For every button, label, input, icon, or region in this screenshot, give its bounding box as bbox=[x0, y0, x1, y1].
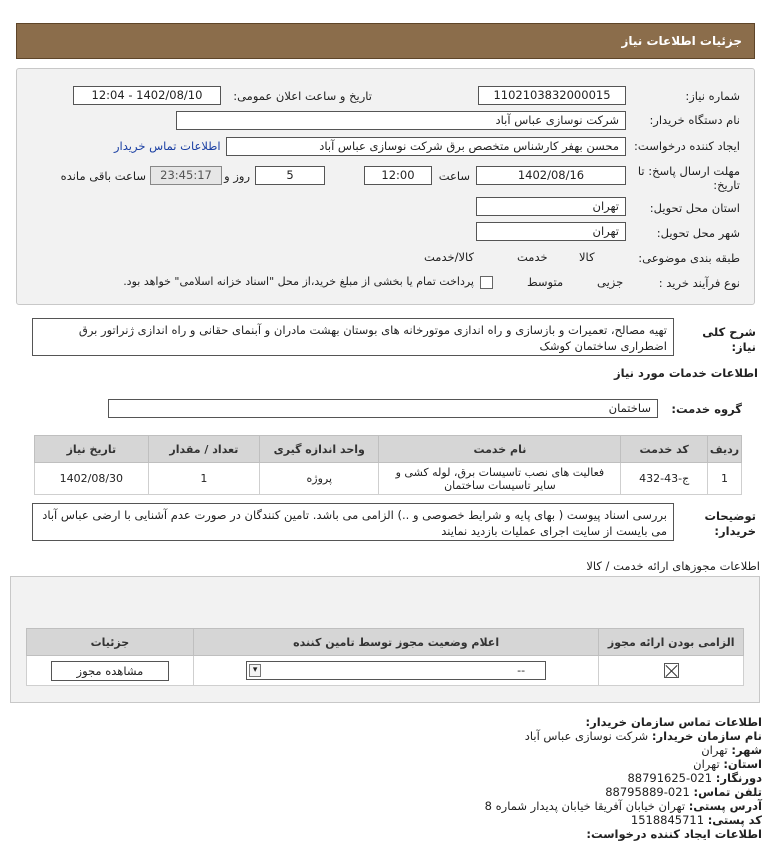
deadline-time-field[interactable]: 12:00 bbox=[364, 166, 432, 185]
contact-fax-value: 021-88791625 bbox=[627, 771, 713, 785]
service-group-field[interactable]: ساختمان bbox=[108, 399, 658, 418]
city-field[interactable]: تهران bbox=[476, 222, 626, 241]
row-index: 1 bbox=[708, 463, 742, 495]
row-unit: پروژه bbox=[260, 463, 379, 495]
contact-province-label: استان: bbox=[723, 757, 762, 771]
col-permit-status: اعلام وضعیت مجوز توسط تامین کننده bbox=[193, 629, 599, 656]
days-field[interactable]: 5 bbox=[255, 166, 325, 185]
contact-fax bbox=[627, 771, 762, 785]
contact-city-label: شهر: bbox=[731, 743, 762, 757]
buyer-notes-label: توضیحات bbox=[704, 509, 756, 523]
category-option-service: خدمت bbox=[517, 250, 548, 264]
deadline-date-field[interactable]: 1402/08/16 bbox=[476, 166, 626, 185]
col-unit: واحد اندازه گیری bbox=[260, 436, 379, 463]
contact-org bbox=[525, 729, 762, 743]
table-row[interactable] bbox=[35, 463, 742, 495]
contact-city bbox=[701, 743, 762, 757]
contact-address-value: تهران خیابان آفریقا خیابان پدیدار شماره 8 bbox=[484, 799, 686, 813]
contact-postal bbox=[631, 813, 762, 827]
buyer-contact-link[interactable]: اطلاعات تماس خریدار bbox=[114, 139, 221, 153]
province-label: استان محل تحویل: bbox=[649, 201, 740, 215]
remaining-label: ساعت باقی مانده bbox=[60, 169, 146, 183]
contact-title: اطلاعات تماس سازمان خریدار: bbox=[585, 715, 762, 729]
need-number-label: شماره نیاز: bbox=[685, 89, 740, 103]
contact-org-value: شرکت نوسازی عباس آباد bbox=[524, 729, 649, 743]
page-header bbox=[16, 23, 755, 59]
buyer-notes-box: بررسی اسناد پیوست ( بهای پایه و شرایط خصوصی و ..) الزامی می باشد. تامین کنندگان در صورت عدم آشنایی با ارضی عباس آباد می بایست از سایت اجرای عملیات بازدید نمایند bbox=[32, 503, 674, 541]
creator-label: ایجاد کننده درخواست: bbox=[634, 139, 740, 153]
announce-field[interactable]: 1402/08/10 - 12:04 bbox=[73, 86, 221, 105]
description-box: تهیه مصالح، تعمیرات و بازسازی و راه اندازی موتورخانه های بوستان بهشت مادران و آبنمای حقانی و راه اندازی ژنراتور برق اضطراری ساختمان کوشک bbox=[32, 318, 674, 356]
creator-contact-title: اطلاعات ایجاد کننده درخواست: bbox=[586, 827, 762, 841]
contact-city-value: تهران bbox=[701, 743, 728, 757]
need-number-field[interactable]: 1102103832000015 bbox=[478, 86, 626, 105]
permit-status-select[interactable] bbox=[246, 661, 546, 680]
contact-postal-value: 1518845711 bbox=[630, 813, 705, 827]
remaining-time-field: 23:45:17 bbox=[150, 166, 222, 185]
contact-address bbox=[485, 799, 762, 813]
process-label: نوع فرآیند خرید : bbox=[658, 276, 740, 290]
chevron-down-icon[interactable]: ▾ bbox=[249, 664, 261, 677]
col-permit-required: الزامی بودن ارائه مجوز bbox=[599, 629, 744, 656]
col-qty: تعداد / مقدار bbox=[148, 436, 259, 463]
days-label: روز و bbox=[224, 169, 250, 183]
services-table-header bbox=[35, 436, 742, 463]
row-date: 1402/08/30 bbox=[35, 463, 149, 495]
permits-section-title: اطلاعات مجوزهای ارائه خدمت / کالا bbox=[586, 559, 760, 573]
deadline-label: مهلت ارسال پاسخ: تا bbox=[637, 164, 740, 178]
permits-table-header bbox=[27, 629, 744, 656]
category-option-goods: کالا bbox=[579, 250, 595, 264]
permit-required-cell bbox=[599, 656, 744, 686]
buyer-org-label: نام دستگاه خریدار: bbox=[649, 113, 740, 127]
permit-details-cell bbox=[27, 656, 194, 686]
treasury-payment-checkbox[interactable] bbox=[480, 276, 493, 289]
permit-status-cell bbox=[193, 656, 599, 686]
col-date: تاریخ نیاز bbox=[35, 436, 149, 463]
category-label: طبقه بندی موضوعی: bbox=[638, 251, 740, 265]
process-option-minor: جزیی bbox=[597, 275, 624, 289]
buyer-org-field[interactable]: شرکت نوسازی عباس آباد bbox=[176, 111, 626, 130]
deadline-label-date: تاریخ: bbox=[713, 178, 740, 192]
description-label-2: نیاز: bbox=[731, 340, 756, 354]
city-label: شهر محل تحویل: bbox=[656, 226, 740, 240]
row-code: ج-43-432 bbox=[621, 463, 708, 495]
contact-address-label: آدرس پستی: bbox=[688, 799, 762, 813]
service-group-label: گروه خدمت: bbox=[671, 402, 742, 416]
col-permit-details: جزئیات bbox=[27, 629, 194, 656]
contact-postal-label: کد پستی: bbox=[707, 813, 762, 827]
contact-phone-label: تلفن تماس: bbox=[693, 785, 762, 799]
buyer-contact-section bbox=[0, 712, 770, 845]
permit-required-checkbox[interactable] bbox=[664, 663, 679, 678]
contact-fax-label: دورنگار: bbox=[715, 771, 762, 785]
permits-table bbox=[26, 628, 744, 686]
province-field[interactable]: تهران bbox=[476, 197, 626, 216]
category-option-goods-service: کالا/خدمت bbox=[424, 250, 475, 264]
col-index: ردیف bbox=[708, 436, 742, 463]
permit-status-value: -- bbox=[517, 664, 526, 677]
row-name: فعالیت های نصب تاسیسات برق، لوله کشی و سایر تاسیسات ساختمان bbox=[379, 463, 621, 495]
contact-phone bbox=[605, 785, 762, 799]
contact-province bbox=[693, 757, 762, 771]
buyer-notes-label-2: خریدار: bbox=[714, 524, 756, 538]
permit-row bbox=[27, 656, 744, 686]
deadline-time-label: ساعت bbox=[438, 169, 470, 183]
page-title: جزئیات اطلاعات نیاز bbox=[621, 34, 742, 48]
announce-label: تاریخ و ساعت اعلان عمومی: bbox=[233, 89, 372, 103]
treasury-payment-note: پرداخت تمام یا بخشی از مبلغ خرید،از محل "اسناد خزانه اسلامی" خواهد بود. bbox=[123, 275, 474, 288]
col-code: کد خدمت bbox=[621, 436, 708, 463]
description-label: شرح کلی bbox=[702, 325, 756, 339]
services-section-title: اطلاعات خدمات مورد نیاز bbox=[614, 366, 758, 380]
row-qty: 1 bbox=[148, 463, 259, 495]
services-table bbox=[34, 435, 742, 495]
col-name: نام خدمت bbox=[379, 436, 621, 463]
creator-field[interactable]: محسن بهفر کارشناس متخصص برق شرکت نوسازی عباس آباد bbox=[226, 137, 626, 156]
view-permit-button[interactable]: مشاهده مجوز bbox=[51, 661, 169, 681]
process-option-medium: متوسط bbox=[527, 275, 564, 289]
contact-phone-value: 021-88795889 bbox=[605, 785, 690, 799]
contact-org-label: نام سازمان خریدار: bbox=[651, 729, 762, 743]
contact-province-value: تهران bbox=[693, 757, 720, 771]
